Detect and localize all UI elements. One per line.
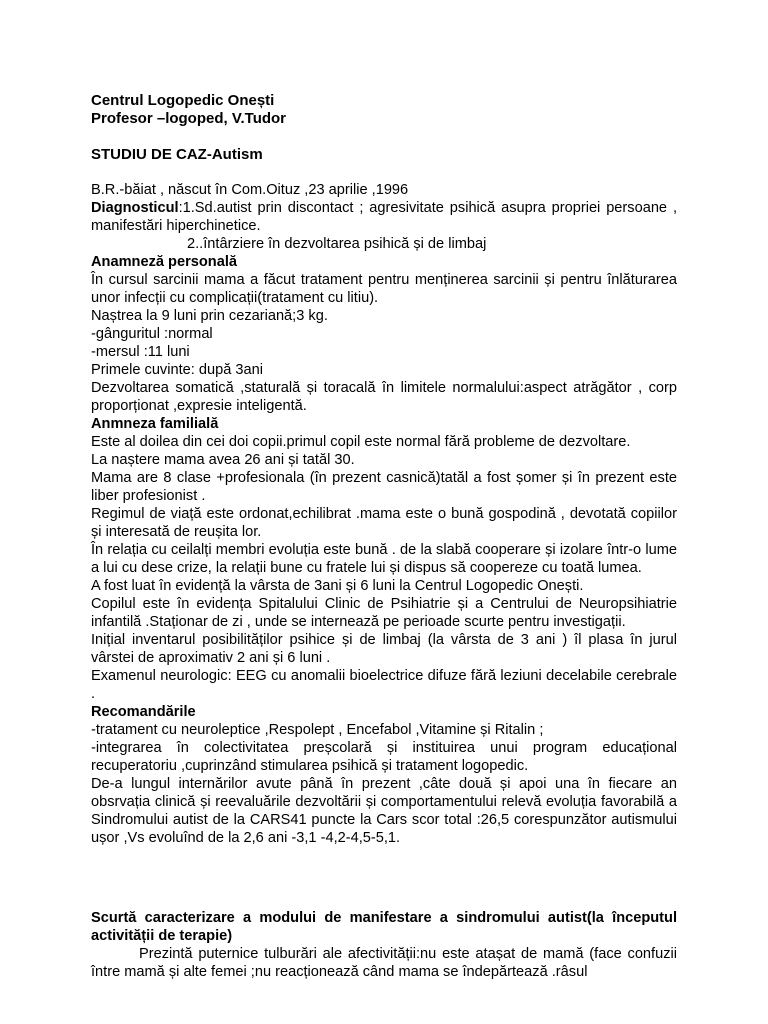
anamneza-personala-heading: Anamneză personală [91, 254, 237, 270]
paragraph: A fost luat în evidență la vârsta de 3ani și 6 luni la Centrul Logopedic Onești. [91, 578, 584, 594]
recomandarile-heading: Recomandările [91, 704, 196, 720]
section-2-heading: Scurtă caracterizare a modului de manifestare a sindromului autist(la începutul activității de terapie) [91, 910, 677, 944]
paragraph: De-a lungul internărilor avute până în prezent ,câte două și apoi una în fiecare an obsrvația clinică și reevaluările dezvoltării și comportamentului relevă evoluția favorabilă a Sindromului autist de la CARS41 puncte la Cars scor total :26,5 corespunzător autismului ușor ,Vs evoluînd de la 2,6 ani -3,1 -4,2-4,5-5,1. [91, 776, 677, 846]
paragraph: În relația cu ceilalți membri evoluția este bună . de la slabă cooperare și izolare într-o lume a lui cu dese crize, la relații bune cu fratele lui și dispus să coopereze cu toată lumea. [91, 542, 677, 576]
paragraph: Naștrea la 9 luni prin cezariană;3 kg. [91, 308, 328, 324]
paragraph: Regimul de viață este ordonat,echilibrat .mama este o bună gospodină , devotată copiilor și interesată de reușita lor. [91, 506, 677, 540]
paragraph: -mersul :11 luni [91, 344, 190, 360]
paragraph: Copilul este în evidența Spitalului Clinic de Psihiatrie și a Centrului de Neuropsihiatrie infantilă .Staționar de zi , unde se internează pe perioade scurte pentru investigații. [91, 596, 677, 630]
diagnostic-paragraph [91, 199, 677, 235]
diagnostic-text: :1.Sd.autist prin discontact ; agresivitate psihică asupra propriei persoane , manifestări hiperchinetice. [91, 200, 677, 234]
paragraph: Primele cuvinte: după 3ani [91, 362, 263, 378]
document-body [91, 181, 677, 847]
paragraph: Inițial inventarul posibilităților psihice și de limbaj (la vârsta de 3 ani ) îl plasa în jurul vârstei de aproximativ 2 ani și 6 luni . [91, 632, 677, 666]
intro-line: B.R.-băiat , născut în Com.Oituz ,23 aprilie ,1996 [91, 182, 409, 198]
anamneza-familiala-heading: Anmneza familială [91, 416, 219, 432]
paragraph: -gânguritul :normal [91, 326, 213, 342]
diagnostic-item-2: 2..întârziere în dezvoltarea psihică și de limbaj [187, 236, 487, 252]
paragraph: Dezvoltarea somatică ,staturală și toracală în limitele normalului:aspect atrăgător , corp proporționat ,expresie inteligentă. [91, 380, 677, 414]
paragraph: Examenul neurologic: EEG cu anomalii bioelectrice difuze fără leziuni decelabile cerebrale . [91, 668, 677, 702]
author-line: Profesor –logoped, V.Tudor [91, 110, 287, 127]
paragraph: La naștere mama avea 26 ani și tatăl 30. [91, 452, 355, 468]
paragraph: -integrarea în colectivitatea preșcolară și instituirea unui program educațional recuperatoriu ,cuprinzând stimularea psihică și tratament logopedic. [91, 740, 677, 774]
paragraph: -tratament cu neuroleptice ,Respolept , Encefabol ,Vitamine și Ritalin ; [91, 722, 544, 738]
section-2-paragraph: Prezintă puternice tulburări ale afectivității:nu este atașat de mamă (face confuzii între mamă și alte femei ;nu reacționează când mama se îndepărtează .râsul [91, 946, 677, 980]
paragraph: Mama are 8 clase +profesionala (în prezent casnică)tatăl a fost șomer și în prezent este liber profesionist . [91, 470, 677, 504]
paragraph: Este al doilea din cei doi copii.primul copil este normal fără probleme de dezvoltare. [91, 434, 631, 450]
institution-name: Centrul Logopedic Onești [91, 92, 275, 109]
paragraph: În cursul sarcinii mama a făcut tratament pentru menținerea sarcinii și pentru înlăturarea unor infecții cu complicații(tratament cu litiu). [91, 272, 677, 306]
section-characterization [91, 909, 677, 981]
document-title: STUDIU DE CAZ-Autism [91, 146, 263, 163]
diagnostic-label: Diagnosticul [91, 200, 179, 216]
